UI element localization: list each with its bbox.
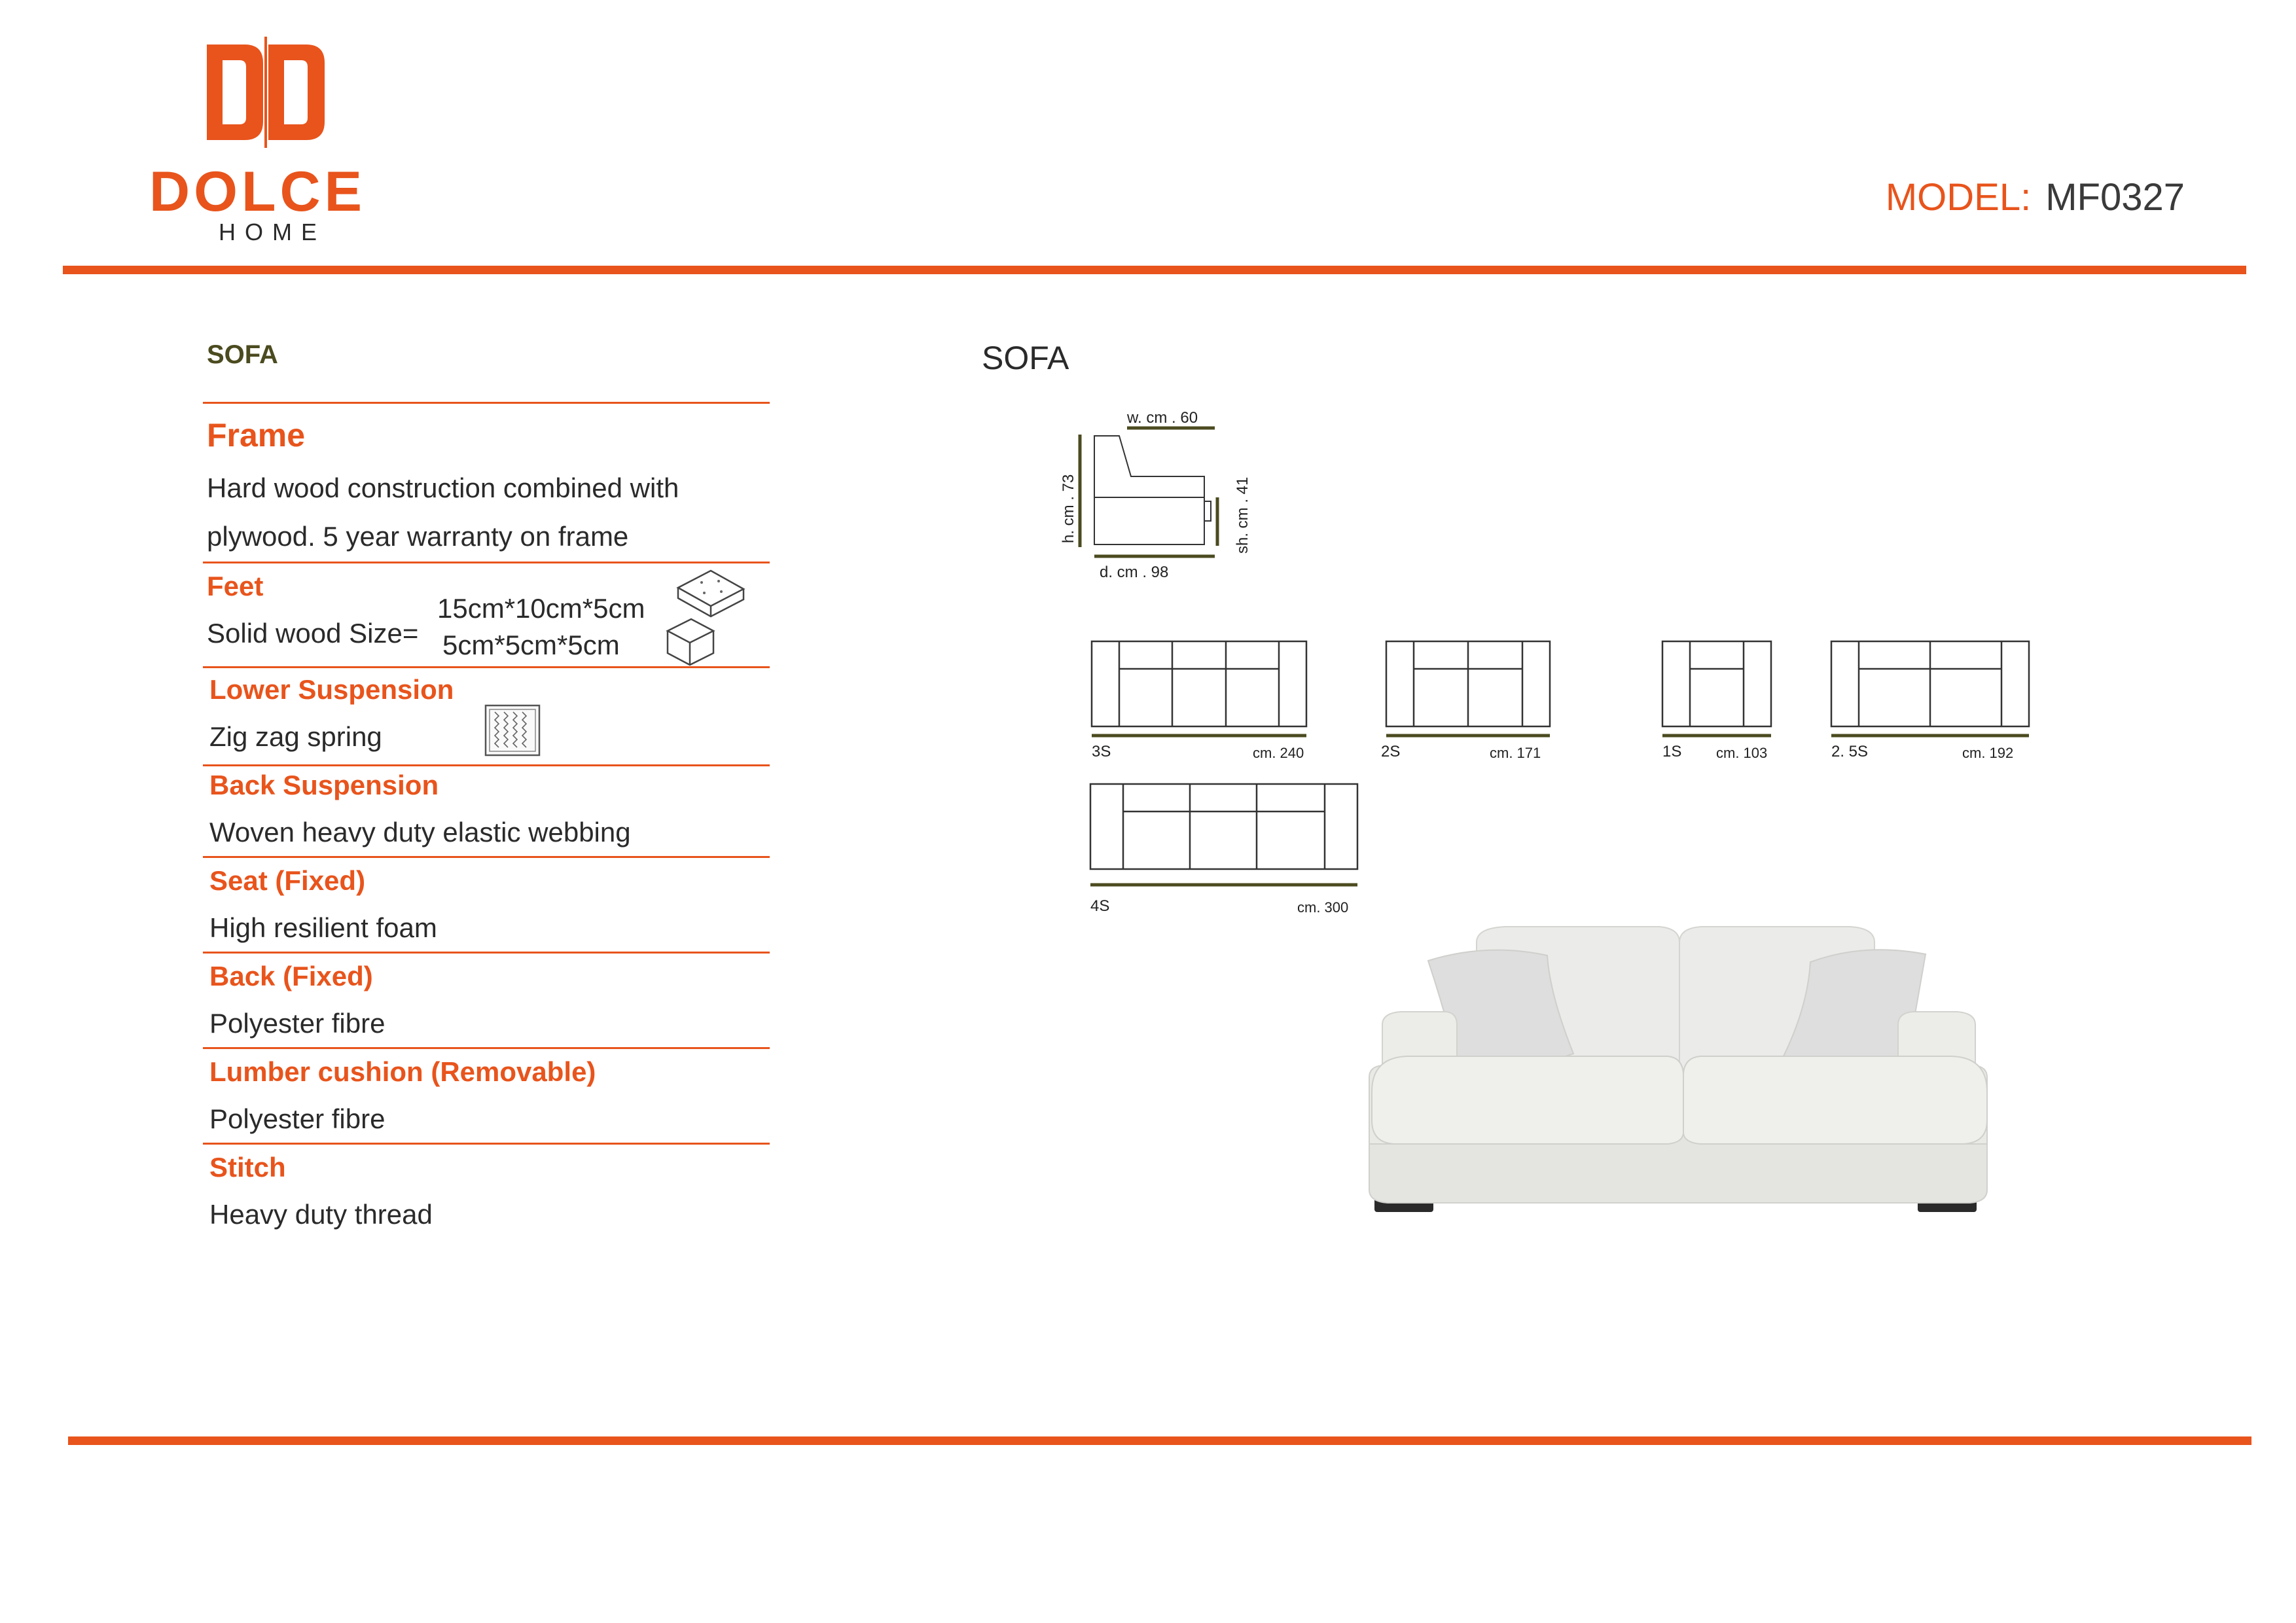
variant-1s-code: 1S xyxy=(1662,743,1682,760)
model-label: MODEL: xyxy=(1885,176,2032,219)
section-text-back: Polyester fibre xyxy=(209,1008,386,1039)
section-text-frame-line1: Hard wood construction combined with xyxy=(207,473,679,503)
variant-1s-size: cm. 103 xyxy=(1716,745,1768,761)
model-value: MF0327 xyxy=(2045,176,2185,219)
variant-1s-drawing xyxy=(1662,641,1771,726)
section-heading-back-suspension: Back Suspension xyxy=(209,770,439,800)
section-text-lower-suspension: Zig zag spring xyxy=(209,721,382,752)
section-heading-frame: Frame xyxy=(207,417,306,454)
brand-name: DOLCE xyxy=(149,160,366,223)
section-heading-lower-suspension: Lower Suspension xyxy=(209,674,454,705)
variant-3s-drawing xyxy=(1092,641,1306,726)
section-heading-seat: Seat (Fixed) xyxy=(209,865,366,896)
variant-4s-drawing xyxy=(1090,784,1357,869)
dim-width: w. cm . 60 xyxy=(1127,409,1198,427)
variant-2-5s-drawing xyxy=(1831,641,2029,726)
variant-2-5s-size: cm. 192 xyxy=(1962,745,2014,761)
feet-size-small: 5cm*5cm*5cm xyxy=(442,630,620,660)
spec-title: SOFA xyxy=(207,340,278,369)
variant-2-5s-code: 2. 5S xyxy=(1831,743,1869,760)
footer-divider xyxy=(68,1436,2251,1445)
section-text-back-suspension: Woven heavy duty elastic webbing xyxy=(209,817,631,847)
section-heading-feet: Feet xyxy=(207,571,264,601)
variant-2s-size: cm. 171 xyxy=(1490,745,1541,761)
dim-seat-height: sh. cm . 41 xyxy=(1234,476,1251,554)
brand-sub: HOME xyxy=(219,219,326,245)
section-text-feet: Solid wood Size= xyxy=(207,618,419,649)
variant-4s-code: 4S xyxy=(1090,897,1110,915)
variant-3s-code: 3S xyxy=(1092,743,1111,760)
section-heading-back: Back (Fixed) xyxy=(209,961,373,991)
side-view-dim-lines xyxy=(1080,428,1217,556)
section-heading-lumber: Lumber cushion (Removable) xyxy=(209,1056,596,1087)
variant-4s-size: cm. 300 xyxy=(1297,899,1349,916)
side-view xyxy=(1094,436,1211,544)
variant-2s-drawing xyxy=(1386,641,1550,726)
section-text-lumber: Polyester fibre xyxy=(209,1103,386,1134)
sofa-photo xyxy=(1369,927,1987,1212)
feet-size-large: 15cm*10cm*5cm xyxy=(437,593,645,624)
dim-height: h. cm . 73 xyxy=(1060,474,1077,543)
section-text-frame-line2: plywood. 5 year warranty on frame xyxy=(207,521,629,552)
variant-2s-code: 2S xyxy=(1381,743,1401,760)
drawings-title: SOFA xyxy=(982,340,1069,376)
section-heading-stitch: Stitch xyxy=(209,1152,286,1183)
section-text-seat: High resilient foam xyxy=(209,912,437,943)
variant-3s-size: cm. 240 xyxy=(1253,745,1304,761)
dim-depth: d. cm . 98 xyxy=(1100,563,1169,581)
section-text-stitch: Heavy duty thread xyxy=(209,1199,433,1230)
